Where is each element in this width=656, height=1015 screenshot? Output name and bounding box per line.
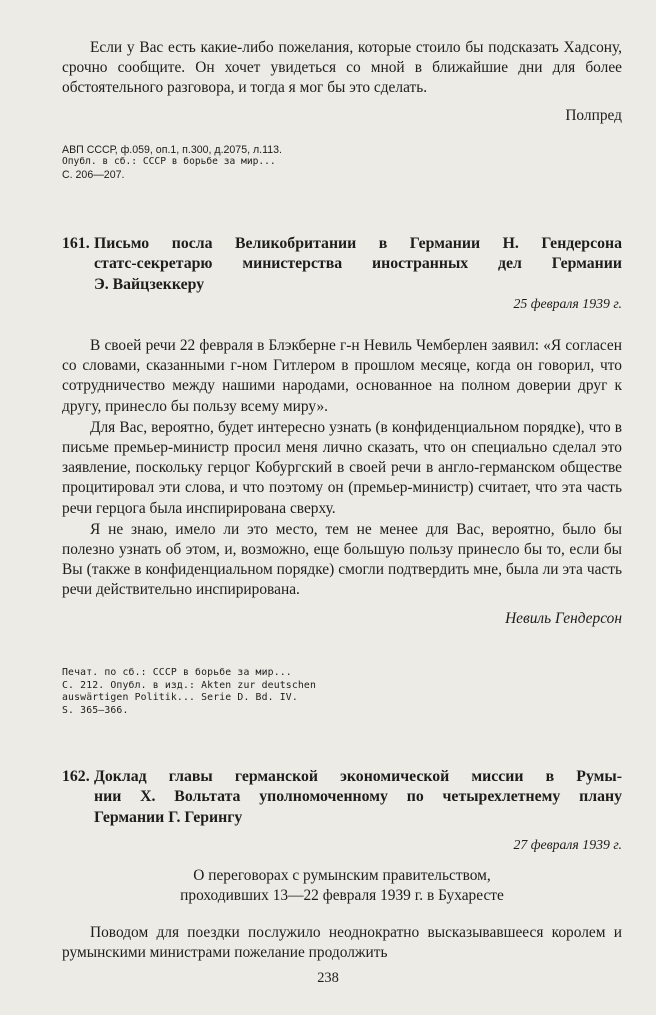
body-paragraph: Для Вас, вероятно, будет интересно узнать (в конфиденциальном порядке), что в письме премьер-министр просил меня лично сказать, что он специально сделал это заявление, поскольку герцог Кобургский в своей речи в англо-германском обществе процитировал эти слова, и что поэтому он (премьер-министр) считает, что эта часть речи герцога была инспирирована сверху. bbox=[62, 418, 622, 517]
heading-line: Германии Г. Герингу bbox=[94, 808, 243, 826]
reference-line: Печат. по сб.: СССР в борьбе за мир... bbox=[62, 667, 292, 678]
heading-line: Э. Вайцзеккеру bbox=[94, 275, 205, 293]
heading-line: статс-секретарю министерства иностранных дел Германии bbox=[94, 255, 622, 273]
doc-162-subtitle bbox=[62, 866, 622, 906]
signature-polpred: Полпред bbox=[565, 106, 622, 124]
archive-reference bbox=[62, 144, 622, 181]
doc-number: 161. bbox=[62, 235, 90, 252]
body-paragraph: В своей речи 22 февраля в Блэкберне г-н Невиль Чемберлен заявил: «Я согласен со словами, сказанными г-ном Гитлером в прошлом месяце, когда он говорил, что сотрудничество между нашими народами, основанное на полном доверии друг к другу, принесло бы пользу всему миру». bbox=[62, 337, 622, 415]
doc-162-heading bbox=[62, 767, 622, 828]
reference-line: Опубл. в сб.: СССР в борьбе за мир... bbox=[62, 156, 276, 168]
subtitle-line: проходивших 13—22 февраля 1939 г. в Бухаресте bbox=[180, 887, 504, 904]
doc-161-heading bbox=[62, 234, 622, 295]
body-paragraph: Я не знаю, имело ли это место, тем не менее для Вас, вероятно, было бы полезно узнать об этом, и, возможно, еще большую пользу принесло бы то, если бы Вы (также в конфиденциальном порядке) смогли подтвердить мне, была ли эта часть речи действительно инспирирована. bbox=[62, 520, 622, 599]
page-number: 238 bbox=[317, 970, 339, 986]
doc-161-date: 25 февраля 1939 г. bbox=[513, 296, 622, 311]
reference-line: S. 365—366. bbox=[62, 704, 129, 716]
reference-line: С. 206—207. bbox=[62, 168, 125, 181]
letter-fragment bbox=[62, 38, 622, 126]
signature-henderson: Невиль Гендерсон bbox=[505, 609, 622, 627]
body-paragraph: Поводом для поездки послужило неоднократно высказывавшееся королем и румынскими министрами пожелание продолжить bbox=[62, 924, 622, 962]
reference-line: auswärtigen Politik... Serie D. Bd. IV. bbox=[62, 692, 298, 704]
heading-line: нии Х. Вольтата уполномоченному по четырехлетнему плану bbox=[94, 788, 622, 806]
doc-162-body bbox=[62, 923, 622, 963]
publication-reference bbox=[62, 667, 622, 717]
doc-161-body bbox=[62, 336, 622, 629]
doc-number: 162. bbox=[62, 768, 90, 785]
doc-162-date: 27 февраля 1939 г. bbox=[513, 837, 622, 852]
heading-line: 161. Письмо посла Великобритании в Германии Н. Гендерсона bbox=[62, 234, 622, 254]
closing-paragraph: Если у Вас есть какие-либо пожелания, которые стоило бы подсказать Хадсону, срочно сообщите. Он хочет увидеться со мной в ближайшие дни для более обстоятельного разговора, и тогда я мог бы это сделать. bbox=[62, 39, 622, 97]
subtitle-line: О переговорах с румынским правительством, bbox=[193, 867, 491, 884]
reference-line: С. 212. Опубл. в изд.: Akten zur deutschen bbox=[62, 679, 317, 691]
heading-line: 162. Доклад главы германской экономической миссии в Румы- bbox=[62, 767, 622, 787]
reference-line: АВП СССР, ф.059, оп.1, п.300, д.2075, л.113. bbox=[62, 144, 282, 156]
